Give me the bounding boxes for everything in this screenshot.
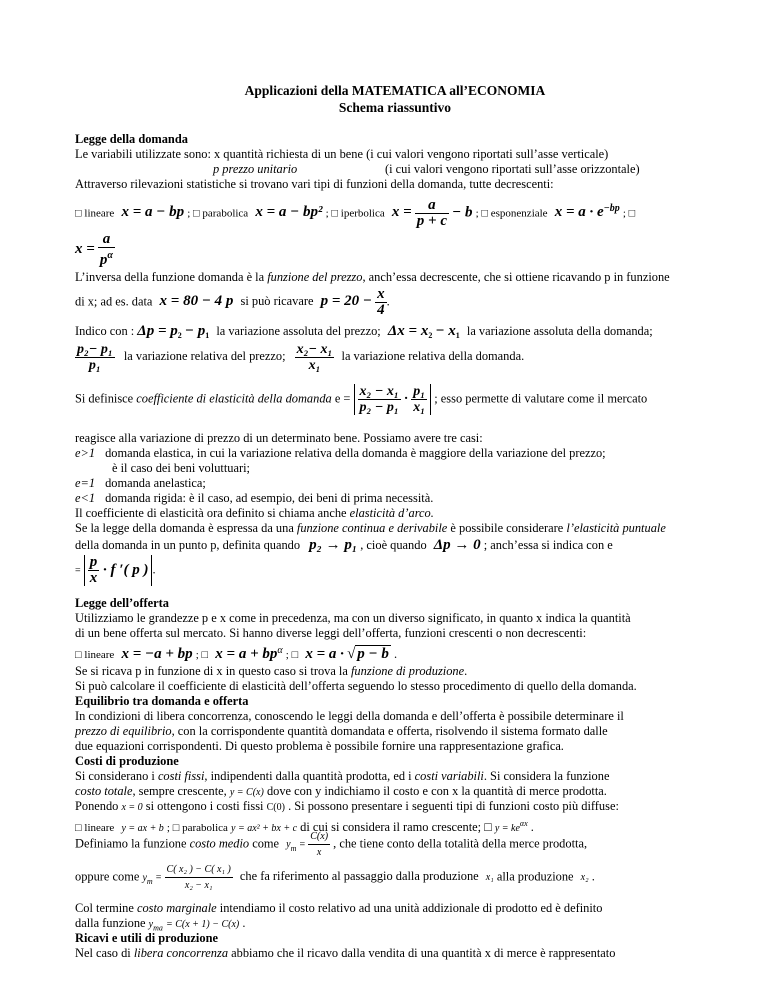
formula: y bbox=[148, 919, 154, 930]
formula: Δx = x bbox=[387, 323, 429, 339]
text: si ottengono i costi fissi bbox=[145, 799, 264, 813]
paragraph-line: Si può calcolare il coefficiente di elasticità dell’offerta seguendo lo stesso procedimento di quello della domanda. bbox=[75, 679, 637, 693]
paragraph-line: di un bene offerta sul mercato. Si hanno diverse leggi dell’offerta, funzioni crescenti o non decrescenti: bbox=[75, 626, 587, 640]
denominator: 4 bbox=[377, 302, 385, 318]
formula: Δp → 0 bbox=[433, 537, 481, 553]
numerator: x bbox=[377, 286, 385, 302]
fraction bbox=[358, 384, 401, 415]
numerator: C(x) bbox=[308, 829, 330, 845]
formula-line: Definiamo la funzione costo medio come $y_m$ = $\frac{C(x)}{x}$ , che tiene conto della totalità della merce prodotta, bbox=[75, 831, 588, 858]
text: e = bbox=[331, 391, 351, 406]
text: = bbox=[75, 565, 81, 577]
text: , cioè quando bbox=[360, 538, 427, 552]
text: come bbox=[249, 836, 280, 851]
numerator: x₂− x₁ bbox=[296, 342, 333, 357]
text: domanda anelastica; bbox=[105, 476, 206, 490]
subscript: ma bbox=[153, 923, 163, 933]
formula: · f ′( p ) bbox=[103, 561, 149, 578]
text: è possibile considerare bbox=[447, 521, 567, 535]
text: costo totale bbox=[75, 784, 133, 798]
paragraph-line: Utilizziamo le grandezze p e x come in precedenza, ma con un diverso significato, in quanto x indica la quantità bbox=[75, 611, 631, 625]
formula: x₂ bbox=[580, 872, 589, 884]
formula-line: Indico con : $\Delta p = p_2 - p_1$ la variazione assoluta del prezzo; $\Delta x = x_2 - x_1$ la variazione assoluta della domanda; bbox=[75, 323, 653, 340]
text: si può ricavare bbox=[240, 294, 314, 309]
formula: y = ax + b bbox=[121, 823, 164, 835]
numerator: p bbox=[89, 554, 98, 570]
formula: x = −a + bp bbox=[121, 646, 193, 663]
text: Col termine bbox=[75, 901, 137, 915]
text: . bbox=[242, 916, 246, 930]
text: che fa riferimento al passaggio dalla produzione bbox=[239, 869, 479, 884]
section-heading-ricavi: Ricavi e utili di produzione bbox=[75, 931, 218, 945]
sqrt: √ p − b bbox=[347, 646, 389, 663]
denominator: x bbox=[316, 847, 322, 858]
text: . bbox=[393, 647, 398, 662]
text: e<1 bbox=[75, 491, 96, 505]
case-line bbox=[75, 446, 606, 461]
denominator bbox=[98, 248, 115, 268]
text: Si considerano i bbox=[75, 769, 158, 783]
text: costo marginale bbox=[136, 901, 217, 915]
text: dalla funzione bbox=[75, 916, 146, 930]
paragraph-line: reagisce alla variazione di prezzo di un determinato bene. Possiamo avere tre casi: bbox=[75, 431, 483, 445]
section-heading-domanda: Legge della domanda bbox=[75, 132, 188, 146]
text: p prezzo unitario bbox=[213, 162, 298, 176]
text: , con la corrispondente quantità domandata e offerta, risolvendo il sistema formato dalle bbox=[171, 724, 608, 738]
paragraph-line bbox=[75, 506, 434, 521]
text: e>1 bbox=[75, 446, 96, 460]
text: costo medio bbox=[189, 836, 250, 851]
formula: − b bbox=[452, 204, 473, 221]
formula: − x bbox=[435, 323, 456, 339]
formula: y = ax² + bx + c bbox=[231, 823, 298, 835]
text: domanda elastica, in cui la variazione relativa della domanda è maggiore della variazione del prezzo; bbox=[105, 446, 606, 460]
formula: x = bbox=[75, 240, 95, 257]
formula-line: di x; ad es. data x = 80 − 4 p si può ricavare p = 20 − $\frac{x}{4}$ . bbox=[75, 286, 390, 318]
text: di x; ad es. data bbox=[75, 294, 153, 309]
case-line bbox=[75, 476, 206, 491]
text: ; □ iperbolica bbox=[325, 207, 385, 220]
text: l’elasticità puntuale bbox=[566, 521, 666, 535]
text: funzione continua e derivabile bbox=[296, 521, 448, 535]
text: funzione di produzione bbox=[350, 664, 465, 678]
numerator: x₂ − x₁ bbox=[359, 384, 399, 399]
paragraph-line bbox=[75, 769, 609, 784]
formula: y bbox=[286, 839, 291, 851]
paragraph-line bbox=[75, 664, 467, 679]
text: Indico con : bbox=[75, 324, 135, 338]
text: libera concorrenza bbox=[133, 946, 229, 960]
fraction bbox=[75, 342, 115, 373]
text: della domanda in un punto p, definita quando bbox=[75, 538, 301, 552]
case-line: è il caso dei beni voluttuari; bbox=[112, 461, 250, 475]
text: Nel caso di bbox=[75, 946, 134, 960]
formula-line bbox=[75, 643, 397, 663]
fraction bbox=[375, 287, 387, 318]
text: elasticità d’arco. bbox=[349, 506, 434, 520]
paragraph-line bbox=[75, 784, 607, 800]
paragraph-line: Le variabili utilizzate sono: x quantità richiesta di un bene (i cui valori vengono riportati sull’asse verticale) bbox=[75, 147, 609, 161]
formula: = C(x + 1) − C(x) bbox=[165, 919, 240, 930]
formula-line bbox=[75, 342, 524, 382]
formula-line bbox=[75, 555, 156, 591]
text: ; □ bbox=[285, 649, 299, 662]
formula: x = bbox=[391, 204, 412, 221]
fraction bbox=[415, 198, 449, 229]
formula: p₂ → p₁ bbox=[309, 537, 358, 553]
formula-line bbox=[75, 232, 115, 268]
text: alla produzione bbox=[496, 869, 574, 884]
denominator: p₁ bbox=[88, 358, 101, 373]
text: la variazione relativa del prezzo; bbox=[123, 349, 286, 364]
text: intendiamo il costo relativo ad una unità addizionale di prodotto ed è definito bbox=[216, 901, 603, 915]
text: . Si possono presentare i seguenti tipi di funzioni costo più diffuse: bbox=[288, 799, 619, 813]
exponent: −bp bbox=[603, 203, 620, 215]
text: ; esso permette di valutare come il mercato bbox=[434, 391, 648, 406]
text: ; □ parabolica bbox=[166, 822, 228, 835]
text: domanda rigida: è il caso, ad esempio, dei beni di prima necessità. bbox=[105, 491, 434, 505]
fraction bbox=[308, 829, 330, 860]
fraction bbox=[88, 555, 100, 586]
text: coefficiente di elasticità della domanda bbox=[136, 391, 332, 406]
fraction bbox=[165, 862, 233, 893]
text: costi fissi bbox=[157, 769, 205, 783]
paragraph-line: Attraverso rilevazioni statistiche si trovano vari tipi di funzioni della domanda, tutte decrescenti: bbox=[75, 177, 554, 191]
fraction bbox=[98, 232, 115, 268]
text: prezzo di equilibrio bbox=[75, 724, 172, 738]
text: . bbox=[464, 664, 468, 678]
paragraph-line: In condizioni di libera concorrenza, conoscendo le leggi della domanda e dell’offerta è possibile determinare il bbox=[75, 709, 624, 723]
formula: x₁ bbox=[485, 872, 494, 884]
absolute-value bbox=[84, 554, 156, 586]
denominator: x₁ bbox=[308, 358, 321, 373]
text: Definiamo la funzione bbox=[75, 836, 190, 851]
text: . bbox=[530, 820, 534, 835]
text: , sempre crescente, bbox=[132, 784, 227, 798]
text: Si definisce bbox=[75, 391, 137, 406]
formula-line: oppure come $y_m$ = $\frac{\text{C( x₂ ) − C( x₁ )}}{\text{x₂ − x₁}}$ che fa riferimento al passaggio dalla produzione x₁ alla produzione x₂ . bbox=[75, 864, 595, 891]
paragraph-line bbox=[75, 521, 666, 536]
denominator: x bbox=[89, 570, 98, 586]
formula-line bbox=[75, 198, 635, 228]
section-heading-offerta: Legge dell’offerta bbox=[75, 596, 169, 610]
text: , anch’essa decrescente, che si ottiene ricavando p in funzione bbox=[362, 270, 670, 284]
absolute-value: $\frac{\text{x₂ − x₁}}{\text{p₂ − p₁}}$ · $\frac{\text{p₁}}{\text{x₁}}$ bbox=[354, 384, 432, 415]
formula: p = 20 − bbox=[320, 293, 372, 310]
text: ; □ bbox=[195, 649, 209, 662]
formula: x = a − bp bbox=[121, 204, 185, 221]
exponent: α bbox=[107, 250, 113, 261]
text: , indipendenti dalla quantità prodotta, ed i bbox=[204, 769, 415, 783]
paragraph-line bbox=[75, 901, 602, 916]
text: , che tiene conto della totalità della merce prodotta, bbox=[333, 836, 588, 851]
radicand: p − b bbox=[357, 646, 389, 663]
text: oppure come bbox=[75, 869, 140, 884]
numerator: a bbox=[98, 232, 115, 248]
text: ; anch’essa si indica con e bbox=[483, 538, 613, 552]
page-subtitle: Schema riassuntivo bbox=[338, 100, 452, 115]
formula: x = a − bp² bbox=[255, 204, 323, 221]
fraction bbox=[295, 342, 335, 373]
formula: − p bbox=[184, 323, 206, 339]
text: ; □ esponenziale bbox=[475, 207, 548, 220]
text: ; □ bbox=[622, 207, 636, 220]
section-heading-costi: Costi di produzione bbox=[75, 754, 179, 768]
case-line bbox=[75, 491, 433, 506]
text: di cui si considera il ramo crescente; □ bbox=[300, 820, 492, 835]
text: ; □ parabolica bbox=[187, 207, 249, 220]
subscript: m bbox=[290, 843, 297, 853]
formula: x = a + bp bbox=[215, 646, 278, 663]
formula-line bbox=[75, 538, 613, 553]
paragraph-line bbox=[75, 724, 608, 739]
text: la variazione assoluta del prezzo; bbox=[216, 324, 381, 338]
exponent: α bbox=[277, 645, 283, 656]
paragraph-line bbox=[75, 270, 670, 285]
paragraph-line bbox=[75, 799, 619, 815]
denominator: x₁ bbox=[413, 400, 426, 415]
text: e=1 bbox=[75, 476, 96, 490]
text: . bbox=[591, 869, 595, 884]
formula: x = 80 − 4 p bbox=[159, 293, 234, 310]
text: L’inversa della funzione domanda è la bbox=[75, 270, 268, 284]
text: dove con y indichiamo il costo e con x la quantità di merce prodotta. bbox=[266, 784, 607, 798]
base: p bbox=[99, 252, 108, 268]
formula: x = 0 bbox=[121, 802, 143, 813]
numerator: p₂− p₁ bbox=[77, 342, 113, 357]
formula: x = a · e bbox=[554, 204, 604, 221]
denominator: x₂ − x₁ bbox=[184, 880, 213, 891]
formula: y = C(x) bbox=[229, 787, 264, 798]
paragraph-line: due equazioni corrispondenti. Di questo problema è possibile fornire una rappresentazione grafica. bbox=[75, 739, 564, 753]
denominator: p₂ − p₁ bbox=[359, 400, 399, 415]
fraction bbox=[411, 384, 427, 415]
text: Ponendo bbox=[75, 799, 119, 813]
numerator: C( x₂ ) − C( x₁ ) bbox=[165, 862, 233, 878]
paragraph-line bbox=[75, 946, 615, 961]
numerator: p₁ bbox=[413, 384, 426, 399]
text: □ lineare bbox=[75, 649, 115, 662]
formula: Δp = p bbox=[137, 323, 178, 339]
text: (i cui valori vengono riportati sull’asse orizzontale) bbox=[385, 162, 640, 176]
text: funzione del prezzo bbox=[267, 270, 363, 284]
text: la variazione relativa della domanda. bbox=[341, 349, 525, 364]
exponent: αx bbox=[519, 819, 528, 828]
numerator: a bbox=[415, 198, 449, 214]
formula: C(0) bbox=[266, 802, 285, 813]
denominator: p + c bbox=[416, 213, 447, 229]
formula: x = a · bbox=[305, 646, 344, 663]
section-heading-equilibrio: Equilibrio tra domanda e offerta bbox=[75, 694, 249, 708]
formula-line bbox=[75, 384, 647, 428]
text: . Si considera la funzione bbox=[483, 769, 610, 783]
text: abbiamo che il ricavo dalla vendita di una quantità x di merce è rappresentato bbox=[228, 946, 616, 960]
text: la variazione assoluta della domanda; bbox=[466, 324, 653, 338]
text: Il coefficiente di elasticità ora definito si chiama anche bbox=[75, 506, 350, 520]
formula: y = ke bbox=[494, 823, 520, 835]
page-title: Applicazioni della MATEMATICA all’ECONOMIA bbox=[244, 83, 546, 98]
text: □ lineare bbox=[75, 822, 115, 835]
text: Se la legge della domanda è espressa da una bbox=[75, 521, 297, 535]
text: costi variabili bbox=[414, 769, 484, 783]
text: . bbox=[152, 562, 156, 577]
text: Se si ricava p in funzione di x in questo caso si trova la bbox=[75, 664, 351, 678]
text: □ lineare bbox=[75, 207, 115, 220]
